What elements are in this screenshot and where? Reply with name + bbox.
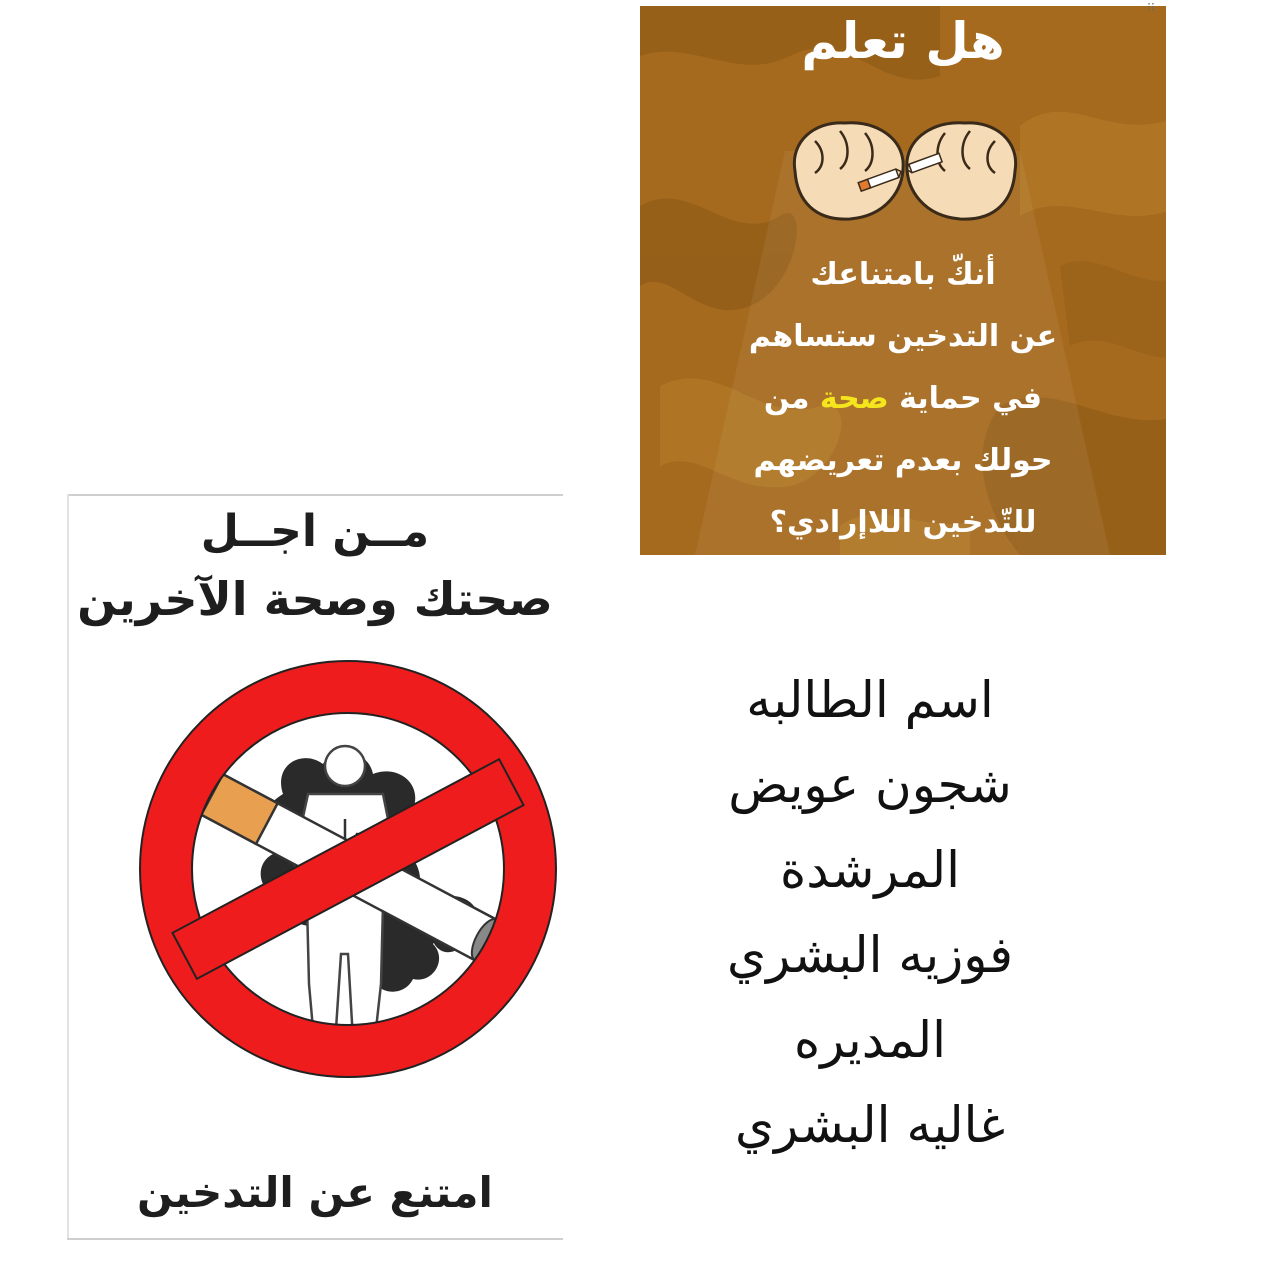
principal-name: غاليه البشري bbox=[735, 1096, 1005, 1154]
credits-block bbox=[660, 658, 1080, 1168]
card-line-3-after: من bbox=[763, 381, 820, 416]
card-line-3-before: في حماية bbox=[888, 381, 1043, 416]
card-line-4: حولك بعدم تعريضهم bbox=[753, 443, 1053, 478]
hands-breaking-cigarette-icon bbox=[785, 111, 1025, 231]
student-name: شجون عويض bbox=[728, 756, 1012, 814]
card-title: هل تعلم bbox=[801, 12, 1005, 70]
counselor-name: فوزيه البشري bbox=[726, 926, 1014, 984]
poster-heading-1: مــن اجــل bbox=[200, 506, 430, 557]
student-label: اسم الطالبه bbox=[746, 671, 994, 729]
principal-label: المديره bbox=[794, 1011, 946, 1069]
card-line-2: عن التدخين ستساهم bbox=[748, 319, 1058, 354]
card-highlight-word: صحة bbox=[819, 381, 889, 416]
no-smoking-poster bbox=[67, 494, 563, 1240]
no-smoking-sign-icon bbox=[133, 654, 563, 1084]
card-message bbox=[660, 244, 1146, 554]
card-line-3 bbox=[660, 368, 1146, 430]
did-you-know-card bbox=[640, 6, 1166, 555]
card-line-1: أنكّ بامتناعك bbox=[810, 257, 996, 292]
poster-heading-2: صحتك وصحة الآخرين bbox=[77, 572, 553, 626]
poster-edge-top bbox=[67, 494, 563, 496]
poster-footer: امتنع عن التدخين bbox=[137, 1168, 493, 1217]
card-line-5: للتّدخين اللاإرادي؟ bbox=[769, 505, 1037, 540]
corner-mark-icon: ⁝⁝ bbox=[1147, 0, 1155, 14]
poster-edge-bottom bbox=[67, 1238, 563, 1240]
counselor-label: المرشدة bbox=[780, 841, 960, 899]
